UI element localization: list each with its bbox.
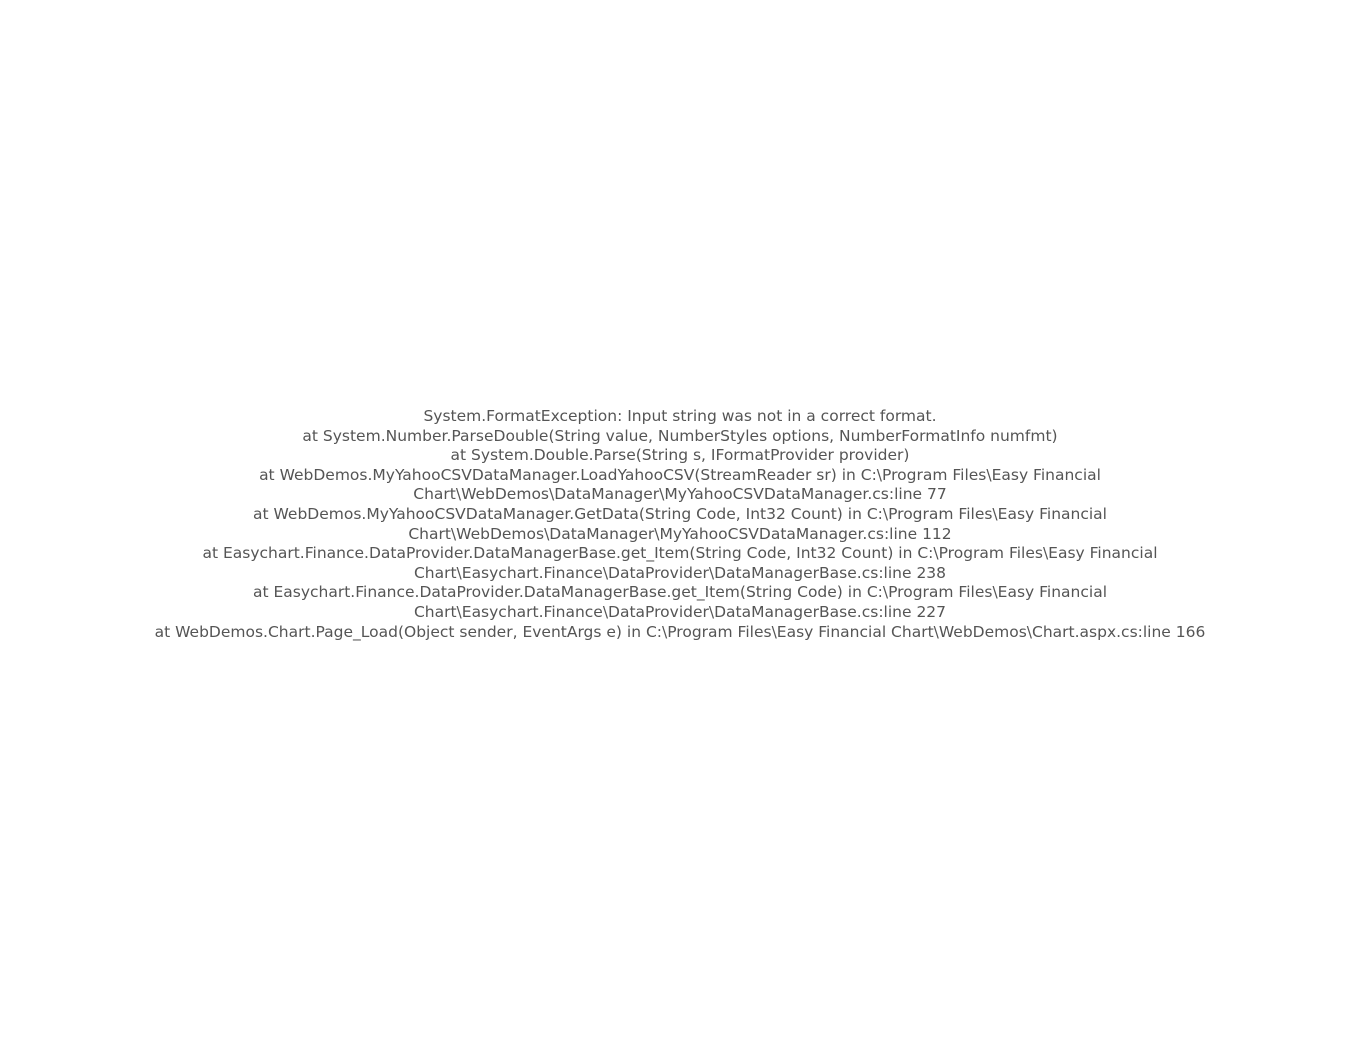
exception-message: System.FormatException: Input string was not in a correct format. <box>423 407 937 425</box>
stack-frame: at Easychart.Finance.DataProvider.DataManagerBase.get_Item(String Code) in C:\Program Files\Easy Financial Chart\Easychart.Finance\DataProvider\DataManagerBase.cs:line 227 <box>252 583 1108 621</box>
stack-frame: at WebDemos.MyYahooCSVDataManager.LoadYahooCSV(StreamReader sr) in C:\Program Files\Easy Financial Chart\WebDemos\DataManager\MyYahooCSVDataManager.cs:line 77 <box>259 465 1101 504</box>
stack-frame: at System.Double.Parse(String s, IFormatProvider provider) <box>450 446 910 465</box>
exception-stack-trace <box>0 407 1360 642</box>
stack-frame: at Easychart.Finance.DataProvider.DataManagerBase.get_Item(String Code, Int32 Count) in C:\Program Files\Easy Financial Chart\Easychart.Finance\DataProvider\DataManagerBase.cs:line 238 <box>202 544 1158 582</box>
stack-frame: at WebDemos.MyYahooCSVDataManager.GetData(String Code, Int32 Count) in C:\Program Files\Easy Financial Chart\WebDemos\DataManager\MyYahooCSVDataManager.cs:line 112 <box>253 504 1107 543</box>
stack-frame: at System.Number.ParseDouble(String value, NumberStyles options, NumberFormatInfo numfmt) <box>302 426 1058 445</box>
stack-frame: at WebDemos.Chart.Page_Load(Object sender, EventArgs e) in C:\Program Files\Easy Financial Chart\WebDemos\Chart.aspx.cs:line 166 <box>154 622 1206 641</box>
